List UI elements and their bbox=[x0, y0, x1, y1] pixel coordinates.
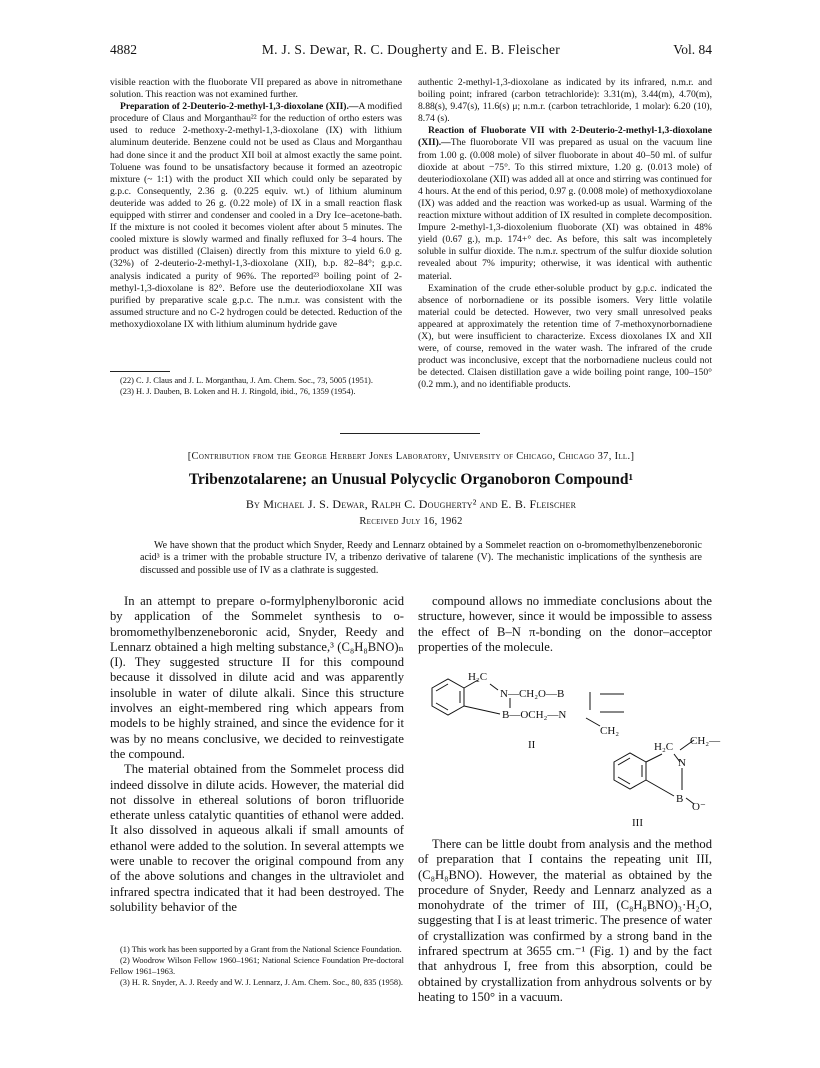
paragraph: In an attempt to prepare o-formylphenylboronic acid by application of the Sommelet synthesis to o-bromomethylbenzeneboronic acid, Snyder, Reedy and Lennarz obtained a high melting substance,³ (C₈H₈BNO)ₙ (I). They suggested structure II for this compound because it dissolved in dilute acid and was apparently insoluble in water of dilute alkali. Since this structure involves an eight-membered ring which appears from models to be highly strained, and since the evidence for it was by no means conclusive, we decided to reinvestigate the compound. bbox=[110, 594, 404, 761]
page-number: 4882 bbox=[110, 42, 137, 57]
volume-number: Vol. 84 bbox=[673, 42, 712, 57]
body-right-column-bottom bbox=[418, 837, 712, 1005]
paragraph: compound allows no immediate conclusions about the structure, however, since it would be impossible to assess the effect of B–N π-bonding on the donor–acceptor properties of the molecule. bbox=[418, 594, 712, 654]
footnote: (3) H. R. Snyder, A. J. Reedy and W. J. Lennarz, J. Am. Chem. Soc., 80, 835 (1958). bbox=[120, 978, 403, 988]
received-date: Received July 16, 1962 bbox=[359, 516, 463, 527]
paragraph bbox=[418, 125, 712, 282]
footnotes-bottom bbox=[110, 945, 404, 990]
paragraph: The material obtained from the Sommelet process did indeed dissolve in dilute acids. However, the material did not dissolve in ethereal solutions of boron trifluoride etherate unless catalytic quantities of ethanol were added. It also dissolved in aqueous alkali if small amounts of ethanol were added to the solution. In several attempts we were unable to recover the original compound from any of the above solutions and changes in the ultraviolet and infrared spectra indicated that it had been destroyed. The solubility behavior of the bbox=[110, 762, 404, 914]
article-title: Tribenzotalarene; an Unusual Polycyclic Organoboron Compound¹ bbox=[188, 471, 634, 488]
chemical-structures bbox=[418, 650, 721, 830]
paragraph: visible reaction with the fluoborate VII prepared as above in nitromethane solution. This reaction was not examined further. bbox=[110, 77, 402, 101]
struct-ii-b-och2-n: B—OCH₂—N bbox=[502, 709, 567, 721]
running-head-authors: M. J. S. Dewar, R. C. Dougherty and E. B. Fleischer bbox=[261, 42, 561, 57]
paragraph-body: The fluoroborate VII was prepared as usual on the vacuum line from 1.00 g. (0.008 mole) of silver fluoborate in about 40–50 ml. of sulfur dioxide at about −75°. To this stirred mixture, 1.20 g. (0.013 mole) of deuteriodioxolane (XII) was added all at once and stirring was continued for 4 hours. At the end of this period, 0.97 g. (0.008 mole) of methoxydioxolane (IX) was added and the reaction was worked-up as usual. Warming of the reaction mixture without addition of IX resulted in complete decomposition. Impure 2-methyl-1,3-dioxolenium fluoborate (XI) was obtained in 48% yield (0.67 g.), m.p. 174+° dec. As before, this salt was incompletely soluble in sulfur dioxide. The n.m.r. spectrum of the sulfur dioxide solution revealed about 7% impurity; otherwise, it was identical with authentic material. bbox=[418, 137, 712, 282]
body-right-column-top bbox=[418, 594, 712, 655]
struct-iii-b: B bbox=[676, 793, 684, 805]
paragraph: Examination of the crude ether-soluble product by g.p.c. indicated the absence of norbornadiene or its possible isomers. Very little volatile material could be detected. However, two very small unresolved peaks appeared at approximately the retention time of 7-methoxynorbornadiene (X), but were insufficient to characterize. Excess dioxolanes IX and XII were, of course, removed in the water wash. The infrared of the crude product was inconclusive, except that the norbornadiene nucleus could not be detected. Claisen distillation gave a wide boiling point range, 100–150° (0.2 mm.), and no identifiable products. bbox=[418, 282, 712, 391]
paragraph: There can be little doubt from analysis and the method of preparation that I contains the repeating unit III, (C₈H₈BNO). However, the material as obtained by the procedure of Snyder, Reedy and Lennarz analyzed as a monohydrate of the trimer of III, (C₈H₈BNO)₃·H₂O, suggesting that I is at least trimeric. The presence of water of crystallization was confirmed by a strong band in the infrared spectrum at 3655 cm.⁻¹ (Fig. 1) and by the fact that anhydrous I, free from this absorption, could be obtained by crystallization from anhydrous solvents or by heating to 150° in a vacuum. bbox=[418, 837, 712, 1004]
footnotes-top bbox=[110, 376, 402, 399]
struct-ii-ch2: CH₂ bbox=[600, 725, 620, 737]
footnote-rule bbox=[110, 371, 170, 372]
body-left-column bbox=[110, 594, 404, 915]
running-head bbox=[110, 42, 712, 62]
struct-iii-ch2: CH₂— bbox=[690, 735, 721, 747]
paragraph bbox=[110, 101, 402, 331]
prev-article-left-column bbox=[110, 77, 402, 331]
paragraph-body: A modified procedure of Claus and Morganthau²² for the reduction of ortho esters was used to reduce 2-methoxy-2-methyl-1,3-dioxolane (IX) with lithium aluminum deuteride. Benzene could not be used as Claus and Morganthau had done since it and the product XII boil at almost exactly the same point. Toluene was found to be unsatisfactory because it formed an azeotropic mixture (~ 1:1) with the product XII which could only be separated by g.p.c. Consequently, 2.36 g. (0.225 equiv. wt.) of lithium aluminum deuteride was added to 26 g. (0.22 mole) of IX in a small reaction flask equipped with stirrer and condenser and cooled in a Dry Ice–acetone-bath. If the mixture is not cooled it becomes violent after about 5 minutes. The cooled mixture is slowly warmed and finally refluxed for 3–4 hours. The product was distilled (Claisen) directly from this mixture to yield 6.0 g. (32%) of 2-deuterio-2-methyl-1,3-dioxolane (XII), b.p. 82–84°; g.p.c. analysis indicated a purity of 96%. The reported²³ boiling point of 2-methyl-1,3-dioxolane is 82°. Before use the deuteriodioxolane XII was purified by preparative scale g.p.c. The n.m.r. was consistent with the assumed structure and no C-2 hydrogen could be detected. Reduction of the methoxydioxolane IX with lithium aluminum hydride gave bbox=[110, 101, 403, 330]
section-heading: Reaction of Fluoborate VII with 2-Deuterio-2-methyl-1,3-dioxolane (XII).— bbox=[418, 125, 712, 149]
abstract: We have shown that the product which Snyder, Reedy and Lennarz obtained by a Sommelet reaction on o-bromomethylbenzeneboronic acid³ is a trimer with the probable structure IV, a tribenzo derivative of talarene (V). The mechanistic implications of the synthesis are discussed and possible use of IV as a clathrate is suggested. bbox=[140, 540, 702, 576]
prev-article-right-column bbox=[418, 77, 712, 391]
footnote: (22) C. J. Claus and J. L. Morganthau, J. Am. Chem. Soc., 73, 5005 (1951). bbox=[120, 376, 373, 385]
article-divider bbox=[340, 433, 480, 434]
footnote: (2) Woodrow Wilson Fellow 1960–1961; National Science Foundation Pre-doctoral Fellow 1961–1963. bbox=[110, 956, 404, 976]
struct-iii-o: O⁻ bbox=[692, 801, 706, 813]
footnote: (23) H. J. Dauben, B. Loken and H. J. Ringold, ibid., 76, 1359 (1954). bbox=[120, 387, 356, 397]
struct-ii-label: II bbox=[528, 739, 536, 751]
struct-iii-h2c: H₂C bbox=[654, 741, 674, 753]
footnote: (1) This work has been supported by a Grant from the National Science Foundation. bbox=[120, 945, 402, 954]
contribution-line: [Contribution from the George Herbert Jones Laboratory, University of Chicago, Chicago 37, Ill.] bbox=[187, 451, 635, 462]
byline: By Michael J. S. Dewar, Ralph C. Dougherty² and E. B. Fleischer bbox=[245, 497, 577, 511]
struct-iii-n: N bbox=[678, 757, 686, 769]
struct-ii-h2c: H₂C bbox=[468, 671, 488, 683]
struct-ii-n-ch2o-b: N—CH₂O—B bbox=[500, 688, 565, 700]
struct-iii-label: III bbox=[632, 817, 643, 829]
paragraph: authentic 2-methyl-1,3-dioxolane as indicated by its infrared, n.m.r. and boiling point; infrared (carbon tetrachloride): 3.31(m), 3.44(m), 4.70(m), 8.88(s), 9.47(s), 11.6(s) μ; n.m.r. (carbon tetrachloride, 1 molar): 6.20 (10), 8.74 (s). bbox=[418, 77, 712, 125]
section-heading: Preparation of 2-Deuterio-2-methyl-1,3-dioxolane (XII).— bbox=[120, 101, 359, 113]
